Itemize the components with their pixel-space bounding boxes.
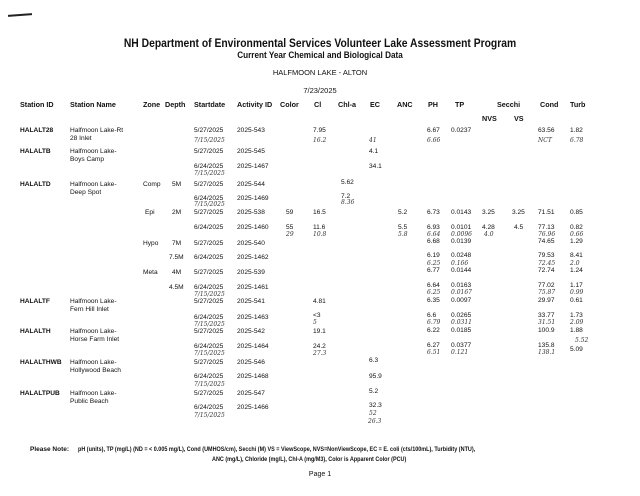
cond-value: 74.65	[538, 238, 555, 245]
depth: 4M	[172, 269, 182, 276]
handwritten-ph: 6.66	[427, 137, 441, 144]
col-station-name: Station Name	[70, 100, 116, 109]
activity-id: 2025-1467	[237, 163, 269, 170]
turb-value: 0.85	[570, 209, 583, 216]
turb-value: 1.17	[570, 282, 583, 289]
cond-value: 63.56	[538, 127, 555, 134]
tp-value: 0.0101	[451, 224, 472, 231]
handwritten-turb: 6.78	[570, 137, 584, 144]
station-name-line2: Hollywood Beach	[70, 367, 121, 374]
handwritten-turb: 2.0	[570, 260, 580, 267]
depth: 2M	[172, 209, 182, 216]
col-cond: Cond	[540, 100, 559, 109]
handwritten-turb: 0.66	[570, 231, 584, 238]
activity-id: 2025-540	[237, 240, 265, 247]
cl-value: <3	[313, 312, 321, 319]
station-name-line1: Halfmoon Lake-	[70, 298, 117, 305]
station-id: HALALTH	[20, 328, 51, 335]
color-value: 59	[286, 209, 294, 216]
activity-id: 2025-539	[237, 269, 265, 276]
activity-id: 2025-1463	[237, 314, 269, 321]
cl-value: 7.95	[313, 127, 326, 134]
startdate: 6/24/2025	[194, 163, 224, 170]
handwritten-ph: 6.64	[427, 231, 441, 238]
vs-value: 4.5	[514, 224, 524, 231]
handwritten-turb: 2.09	[570, 319, 584, 326]
activity-id: 2025-1464	[237, 343, 269, 350]
col-station-id: Station ID	[20, 100, 54, 109]
station-name-line1: Halfmoon Lake-	[70, 181, 117, 188]
tp-value: 0.0139	[451, 238, 472, 245]
startdate: 6/24/2025	[194, 224, 224, 231]
station-name-line2: Public Beach	[70, 398, 109, 405]
handwritten-cond: 138.1	[538, 349, 556, 356]
turb-value: 1.24	[570, 267, 583, 274]
handwritten-date: 7/15/2025	[194, 350, 225, 357]
activity-id: 2025-543	[237, 127, 265, 134]
activity-id: 2025-538	[237, 209, 265, 216]
handwritten-nvs: 4.0	[484, 231, 494, 238]
note-label: Please Note:	[30, 446, 70, 453]
ph-value: 6.77	[427, 267, 440, 274]
station-id: HALALT28	[20, 127, 54, 134]
cond-value: 77.13	[538, 224, 555, 231]
activity-id: 2025-546	[237, 359, 265, 366]
handwritten-color: 29	[286, 231, 294, 238]
cl-value: 19.1	[313, 328, 326, 335]
col-chla: Chl-a	[338, 100, 356, 109]
startdate: 6/24/2025	[194, 254, 224, 261]
page-number: Page 1	[308, 471, 332, 478]
tp-value: 0.0163	[451, 282, 472, 289]
nvs-value: 3.25	[482, 209, 495, 216]
handwritten-anc: 5.8	[398, 231, 408, 238]
note-line-1: pH (units), TP (mg/L) (ND = < 0.005 mg/L), Cond (UMHOS/cm), Secchi (M) VS = ViewScope, NVS=NonViewScope, EC = E. coli (cts/100mL), Turbidity (NTU),	[78, 446, 476, 453]
color-value: 55	[286, 224, 294, 231]
tp-value: 0.0097	[451, 297, 472, 304]
handwritten-cond: 76.96	[538, 231, 556, 238]
startdate: 6/24/2025	[194, 284, 224, 291]
handwritten-turb: 0.99	[570, 289, 584, 296]
handwritten-turb: 5.52	[575, 337, 589, 344]
turb-value: 1.73	[570, 312, 583, 319]
ec-value: 4.1	[369, 148, 379, 155]
handwritten-ph: 6.25	[427, 289, 441, 296]
col-startdate: Startdate	[194, 100, 226, 109]
cond-value: 72.74	[538, 267, 555, 274]
activity-id: 2025-1462	[237, 254, 269, 261]
station-name-line1: Halfmoon Lake-Rt	[70, 127, 124, 134]
col-secchi: Secchi	[497, 100, 521, 109]
ph-value: 6.93	[427, 224, 440, 231]
startdate: 5/27/2025	[194, 127, 224, 134]
handwritten-tp: 0.121	[451, 349, 469, 356]
station-name-line2: 28 Inlet	[70, 135, 92, 142]
station-name-line2: Boys Camp	[70, 156, 105, 163]
depth: 4.5M	[169, 284, 184, 291]
station-id: HALALTHWB	[20, 359, 62, 366]
handwritten-ph: 6.25	[427, 260, 441, 267]
station-name-line2: Fern Hill Inlet	[70, 306, 109, 313]
cond-value: 79.53	[538, 252, 555, 259]
tp-value: 0.0248	[451, 252, 472, 259]
ph-value: 6.19	[427, 252, 440, 259]
activity-id: 2025-547	[237, 390, 265, 397]
cl-value: 16.5	[313, 209, 326, 216]
handwritten-date: 7/15/2025	[194, 170, 225, 177]
station-id: HALALTF	[20, 298, 50, 305]
cond-value: 77.02	[538, 282, 555, 289]
anc-value: 5.5	[398, 224, 408, 231]
vs-value: 3.25	[512, 209, 525, 216]
activity-id: 2025-542	[237, 328, 265, 335]
station-name-line2: Horse Farm Inlet	[70, 336, 120, 343]
ph-value: 6.35	[427, 297, 440, 304]
cond-value: 135.8	[538, 342, 555, 349]
startdate: 5/27/2025	[194, 181, 224, 188]
depth: 7M	[172, 240, 182, 247]
anc-value: 5.2	[398, 209, 408, 216]
ec-value: 5.2	[369, 388, 379, 395]
ph-value: 6.22	[427, 327, 440, 334]
cl-value: 11.6	[313, 224, 326, 231]
startdate: 5/27/2025	[194, 269, 224, 276]
cond-value: 100.9	[538, 327, 555, 334]
handwritten-cond: 75.87	[538, 289, 556, 296]
turb-value: 8.41	[570, 252, 583, 259]
depth: 5M	[172, 181, 182, 188]
col-tp: TP	[455, 100, 465, 109]
handwritten-cl: 10.8	[313, 231, 327, 238]
handwritten-cl: 16.2	[313, 137, 327, 144]
zone: Meta	[143, 269, 158, 276]
document-title: NH Department of Environmental Services Volunteer Lake Assessment Program	[123, 36, 517, 50]
lake-name: HALFMOON LAKE - ALTON	[272, 68, 368, 77]
handwritten-tp: 0.0096	[451, 231, 472, 238]
activity-id: 2025-1460	[237, 224, 269, 231]
cl-value: 24.2	[313, 343, 326, 350]
activity-id: 2025-545	[237, 148, 265, 155]
station-id: HALALTPUB	[20, 390, 60, 397]
handwritten-tp: 0.0167	[451, 289, 472, 296]
activity-id: 2025-1468	[237, 373, 269, 380]
tp-value: 0.0265	[451, 312, 472, 319]
startdate: 6/24/2025	[194, 404, 224, 411]
col-activity-id: Activity ID	[237, 100, 273, 109]
tp-value: 0.0237	[451, 127, 472, 134]
activity-id: 2025-541	[237, 298, 265, 305]
handwritten-date: 7/15/2025	[194, 412, 225, 419]
ec-value: 6.3	[369, 357, 379, 364]
startdate: 6/24/2025	[194, 195, 224, 202]
handwritten-tp: 0.166	[451, 260, 469, 267]
handwritten-cl: 27.3	[313, 350, 327, 357]
handwritten-date: 7/15/2025	[194, 291, 225, 298]
handwritten-ph: 6.79	[427, 319, 441, 326]
turb-value: 1.82	[570, 127, 583, 134]
station-id: HALALTB	[20, 148, 51, 155]
ec-value: 34.1	[369, 163, 382, 170]
station-name-line1: Halfmoon Lake-	[70, 390, 117, 397]
station-name-line1: Halfmoon Lake-	[70, 328, 117, 335]
col-depth: Depth	[165, 100, 186, 109]
ph-value: 6.6	[427, 312, 437, 319]
chla-value: 7.2	[341, 193, 351, 200]
ph-value: 6.67	[427, 127, 440, 134]
station-name-line2: Deep Spot	[70, 189, 102, 196]
startdate: 5/27/2025	[194, 359, 224, 366]
handwritten-date: 7/15/2025	[194, 381, 225, 388]
handwritten-ph: 6.51	[427, 349, 441, 356]
handwritten-cl: 5	[313, 319, 317, 326]
ph-value: 6.73	[427, 209, 440, 216]
startdate: 6/24/2025	[194, 314, 224, 321]
handwritten-date: 7/15/2025	[194, 201, 225, 208]
startdate: 5/27/2025	[194, 298, 224, 305]
handwritten-cond: 31.51	[538, 319, 556, 326]
activity-id: 2025-1466	[237, 404, 269, 411]
startdate: 6/24/2025	[194, 373, 224, 380]
tp-value: 0.0377	[451, 342, 472, 349]
col-secchi-nvs: NVS	[482, 114, 497, 123]
activity-id: 2025-544	[237, 181, 265, 188]
handwritten-date: 7/15/2025	[194, 321, 225, 328]
col-anc: ANC	[397, 100, 413, 109]
ph-value: 6.68	[427, 238, 440, 245]
handwritten-cond: 72.45	[538, 260, 556, 267]
activity-id: 2025-1461	[237, 284, 269, 291]
zone: Comp	[143, 181, 161, 188]
turb-value: 5.09	[570, 346, 583, 353]
depth: 7.5M	[169, 254, 184, 261]
turb-value: 1.88	[570, 327, 583, 334]
handwritten-ec: 52	[369, 410, 377, 417]
chla-value: 5.62	[341, 179, 354, 186]
note-line-2: ANC (mg/L), Chloride (mg/L), Chl-A (mg/M3), Color is Apparent Color (PCU)	[212, 456, 407, 463]
col-cl: Cl	[314, 100, 322, 109]
turb-value: 0.82	[570, 224, 583, 231]
handwritten-ec: 26.3	[368, 418, 382, 425]
tp-value: 0.0185	[451, 327, 472, 334]
startdate: 5/27/2025	[194, 240, 224, 247]
ph-value: 6.64	[427, 282, 440, 289]
startdate: 6/24/2025	[194, 343, 224, 350]
col-ph: PH	[428, 100, 438, 109]
handwritten-cond: NCT	[538, 137, 552, 144]
station-name-line1: Halfmoon Lake-	[70, 148, 117, 155]
startdate: 5/27/2025	[194, 390, 224, 397]
scan-mark	[8, 13, 32, 17]
col-secchi-vs: VS	[514, 114, 524, 123]
zone: Epi	[145, 209, 155, 216]
document-subtitle: Current Year Chemical and Biological Data	[237, 50, 403, 61]
report-date: 7/23/2025	[303, 86, 337, 95]
turb-value: 0.61	[570, 297, 583, 304]
col-zone: Zone	[143, 100, 161, 109]
ec-value: 95.9	[369, 373, 382, 380]
col-ec: EC	[370, 100, 380, 109]
cond-value: 71.51	[538, 209, 555, 216]
ec-value: 32.3	[369, 402, 382, 409]
nvs-value: 4.28	[482, 224, 495, 231]
startdate: 5/27/2025	[194, 148, 224, 155]
col-color: Color	[280, 100, 299, 109]
turb-value: 1.29	[570, 238, 583, 245]
startdate: 5/27/2025	[194, 209, 224, 216]
cond-value: 33.77	[538, 312, 555, 319]
zone: Hypo	[143, 240, 159, 247]
tp-value: 0.0144	[451, 267, 472, 274]
activity-id: 2025-1469	[237, 195, 269, 202]
handwritten-ec: 41	[369, 137, 377, 144]
cl-value: 4.81	[313, 298, 326, 305]
ph-value: 6.27	[427, 342, 440, 349]
startdate: 5/27/2025	[194, 328, 224, 335]
tp-value: 0.0143	[451, 209, 472, 216]
handwritten-tp: 0.0311	[451, 319, 472, 326]
station-name-line1: Halfmoon Lake-	[70, 359, 117, 366]
col-turb: Turb	[570, 100, 586, 109]
handwritten-date: 7/15/2025	[194, 137, 225, 144]
cond-value: 29.97	[538, 297, 555, 304]
station-id: HALALTD	[20, 181, 51, 188]
handwritten-chla: 8.36	[341, 199, 355, 206]
